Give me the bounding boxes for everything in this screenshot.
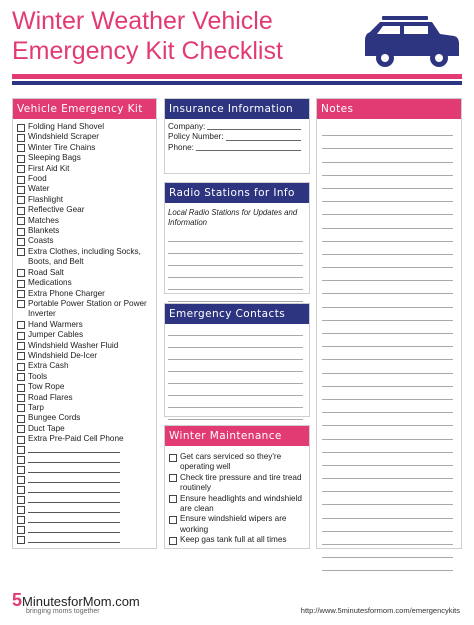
checkbox[interactable] [17,186,25,194]
note-line[interactable] [322,189,453,202]
checkbox[interactable] [17,363,25,371]
checklist-item[interactable] [17,351,156,361]
checkbox[interactable] [17,456,25,464]
checklist-item[interactable] [17,132,156,142]
checklist-item[interactable] [17,195,156,205]
checklist-item-label: Reflective Gear [28,205,85,215]
kit-header: Vehicle Emergency Kit [13,99,156,119]
checkbox[interactable] [17,290,25,298]
note-line[interactable] [322,400,453,413]
checklist-item-label: Get cars serviced so they're operating well [180,452,282,472]
contacts-header: Emergency Contacts [165,304,309,324]
checklist-item[interactable] [17,278,156,288]
checklist-item-label: Flashlight [28,194,64,204]
checklist-item[interactable] [169,535,309,545]
checklist-item-label: Bungee Cords [28,413,81,423]
checklist-item[interactable] [17,247,156,268]
note-line[interactable] [322,558,453,571]
checkbox[interactable] [17,269,25,277]
company-label: Company: [168,122,206,131]
checklist-item-label: First Aid Kit [28,163,70,173]
checklist-item[interactable] [17,299,156,320]
checklist-item[interactable] [17,320,156,330]
checklist-item[interactable] [17,184,156,194]
note-line[interactable] [322,229,453,242]
checklist-item[interactable] [169,494,309,515]
checklist-item-label: Ensure headlights and windshield are clean [180,493,302,514]
checklist-item-label: Extra Clothes, including Socks, Boots, and Belt [28,246,141,267]
checkbox[interactable] [17,404,25,412]
checkbox[interactable] [17,134,25,142]
footer-url[interactable]: http://www.5minutesformom.com/emergencykits [300,606,460,615]
checkbox[interactable] [17,436,25,444]
note-line[interactable] [322,176,453,189]
write-in-line[interactable] [28,502,120,503]
note-line[interactable] [322,215,453,228]
checklist-item-label: Coasts [28,236,54,246]
write-in-line[interactable] [28,482,120,483]
checkbox[interactable] [17,384,25,392]
checklist-item-label: Extra Cash [28,361,69,371]
insurance-panel [164,98,310,174]
checklist-item-label: Road Salt [28,267,64,277]
company-field[interactable] [168,122,309,132]
notes-panel [316,98,462,549]
checkbox[interactable] [17,394,25,402]
checklist-item-label: Tarp [28,402,44,412]
blank-checklist-item[interactable] [17,455,156,465]
note-line[interactable] [322,163,453,176]
note-line[interactable] [322,202,453,215]
note-line[interactable] [322,294,453,307]
note-line[interactable] [322,545,453,558]
checklist-item[interactable] [17,122,156,132]
checklist-item[interactable] [17,361,156,371]
checkbox[interactable] [17,176,25,184]
checklist-item[interactable] [17,413,156,423]
checklist-item[interactable] [17,424,156,434]
checklist-item[interactable] [17,382,156,392]
checklist-item[interactable] [17,403,156,413]
note-line[interactable] [322,479,453,492]
radio-lines[interactable] [165,230,309,302]
write-in-line[interactable] [28,492,120,493]
checkbox[interactable] [17,536,25,544]
header-rule-pink [12,74,462,79]
checkbox[interactable] [17,238,25,246]
notes-lines[interactable] [317,119,461,571]
checklist-item-label: Winter Tire Chains [28,142,96,152]
header-rule-navy [12,81,462,85]
checklist-item[interactable] [17,393,156,403]
checkbox[interactable] [17,321,25,329]
checklist-item-label: Check tire pressure and tire tread routinely [180,472,302,493]
checklist-item-label: Medications [28,278,72,288]
checkbox[interactable] [17,526,25,534]
checklist-item[interactable] [17,372,156,382]
suv-car-icon [362,14,462,74]
checklist-item[interactable] [169,514,309,535]
checklist-item-label: Windshield De-Icer [28,350,98,360]
write-in-line[interactable] [28,532,120,533]
checkbox[interactable] [169,474,177,482]
note-line[interactable] [322,466,453,479]
phone-label: Phone: [168,142,194,152]
note-line[interactable] [322,360,453,373]
write-in-line[interactable] [28,512,120,513]
checklist-item[interactable] [169,452,309,473]
checkbox[interactable] [169,516,177,524]
checklist-item-label: Blankets [28,226,60,236]
checkbox[interactable] [17,300,25,308]
checklist-item-label: Sleeping Bags [28,153,81,163]
radio-panel [164,182,310,294]
checkbox[interactable] [17,155,25,163]
checklist-item-label: Jumper Cables [28,330,84,340]
kit-list [13,119,156,545]
note-line[interactable] [322,123,453,136]
blank-checklist-item[interactable] [17,505,156,515]
checkbox[interactable] [17,196,25,204]
title-line-2: Emergency Kit Checklist [12,37,283,65]
checkbox[interactable] [17,228,25,236]
note-line[interactable] [322,426,453,439]
note-line[interactable] [322,334,453,347]
checkbox[interactable] [17,144,25,152]
checkbox[interactable] [169,537,177,545]
note-line[interactable] [322,242,453,255]
policy-number-field[interactable] [168,132,309,142]
checkbox[interactable] [17,217,25,225]
checkbox[interactable] [169,454,177,462]
radio-note: Local Radio Stations for Updates and Information [168,208,298,227]
blank-checklist-item[interactable] [17,525,156,535]
checklist-item-label: Keep gas tank full at all times [180,535,287,545]
checkbox[interactable] [17,476,25,484]
policy-number-label: Policy Number: [168,132,224,142]
note-line[interactable] [322,308,453,321]
checkbox[interactable] [17,165,25,173]
maintenance-list [165,446,309,546]
checklist-item[interactable] [17,205,156,215]
contacts-panel [164,303,310,417]
checkbox[interactable] [17,415,25,423]
write-in-line[interactable] [28,542,120,543]
blank-checklist-item[interactable] [17,485,156,495]
checklist-item-label: Road Flares [28,392,73,402]
checklist-item[interactable] [17,434,156,444]
note-line[interactable] [322,505,453,518]
checklist-item-label: Water [28,184,50,194]
checkbox[interactable] [17,124,25,132]
checklist-item-label: Food [28,174,47,184]
note-line[interactable] [322,281,453,294]
insurance-header: Insurance Information [165,99,309,119]
checklist-item[interactable] [17,216,156,226]
checklist-item[interactable] [17,174,156,184]
checkbox[interactable] [17,207,25,215]
checkbox[interactable] [17,446,25,454]
maintenance-header: Winter Maintenance [165,426,309,446]
checklist-item-label: Portable Power Station or Power Inverter [28,298,147,319]
checkbox[interactable] [17,248,25,256]
checklist-item-label: Windshield Washer Fluid [28,340,119,350]
note-line[interactable] [322,374,453,387]
logo-text: MinutesforMom.com [22,594,140,609]
page-title [12,6,357,66]
checklist-item[interactable] [17,226,156,236]
note-line[interactable] [322,149,453,162]
checklist-item-label: Tow Rope [28,382,65,392]
checklist-item[interactable] [17,143,156,153]
checklist-item-label: Ensure windshield wipers are working [180,514,287,534]
logo-tagline: bringing moms together [26,608,100,615]
checkbox[interactable] [17,342,25,350]
checklist-item[interactable] [17,153,156,163]
checklist-item-label: Extra Pre-Paid Cell Phone [28,434,124,444]
write-in-line[interactable] [28,452,120,453]
blank-checklist-item[interactable] [17,515,156,525]
checkbox[interactable] [17,486,25,494]
checklist-item-label: Matches [28,215,59,225]
phone-field[interactable] [168,143,309,153]
note-line[interactable] [322,440,453,453]
note-line[interactable] [322,268,453,281]
radio-header: Radio Stations for Info [165,183,309,203]
write-in-line[interactable] [28,472,120,473]
note-line[interactable] [322,492,453,505]
note-line[interactable] [322,321,453,334]
checklist-item[interactable] [17,289,156,299]
checkbox[interactable] [17,466,25,474]
checklist-item[interactable] [17,268,156,278]
blank-checklist-item[interactable] [17,495,156,505]
checklist-item-label: Extra Phone Charger [28,288,105,298]
checklist-item-label: Tools [28,371,48,381]
checklist-item-label: Duct Tape [28,423,65,433]
note-line[interactable] [322,136,453,149]
notes-header: Notes [317,99,461,119]
write-in-line[interactable] [28,462,120,463]
maintenance-panel [164,425,310,549]
checklist-item-label: Hand Warmers [28,319,83,329]
checkbox[interactable] [17,280,25,288]
checkbox[interactable] [17,425,25,433]
title-line-1: Winter Weather Vehicle [12,7,273,35]
blank-checklist-item[interactable] [17,535,156,545]
note-line[interactable] [322,347,453,360]
note-line[interactable] [322,387,453,400]
note-line[interactable] [322,453,453,466]
write-in-line[interactable] [28,522,120,523]
blank-checklist-item[interactable] [17,465,156,475]
checklist-item[interactable] [17,341,156,351]
checklist-item[interactable] [17,164,156,174]
blank-checklist-item[interactable] [17,445,156,455]
checkbox[interactable] [17,516,25,524]
kit-panel [12,98,157,549]
note-line[interactable] [322,532,453,545]
checkbox[interactable] [17,506,25,514]
checkbox[interactable] [169,495,177,503]
checkbox[interactable] [17,373,25,381]
checklist-item[interactable] [17,330,156,340]
logo-number: 5 [12,590,23,610]
checklist-item[interactable] [17,236,156,246]
contacts-lines[interactable] [165,324,309,420]
note-line[interactable] [322,413,453,426]
checkbox[interactable] [17,496,25,504]
checklist-item-label: Windshield Scraper [28,132,99,142]
checklist-item[interactable] [169,473,309,494]
checkbox[interactable] [17,352,25,360]
note-line[interactable] [322,519,453,532]
note-line[interactable] [322,255,453,268]
checkbox[interactable] [17,332,25,340]
blank-checklist-item[interactable] [17,475,156,485]
checklist-item-label: Folding Hand Shovel [28,122,105,131]
